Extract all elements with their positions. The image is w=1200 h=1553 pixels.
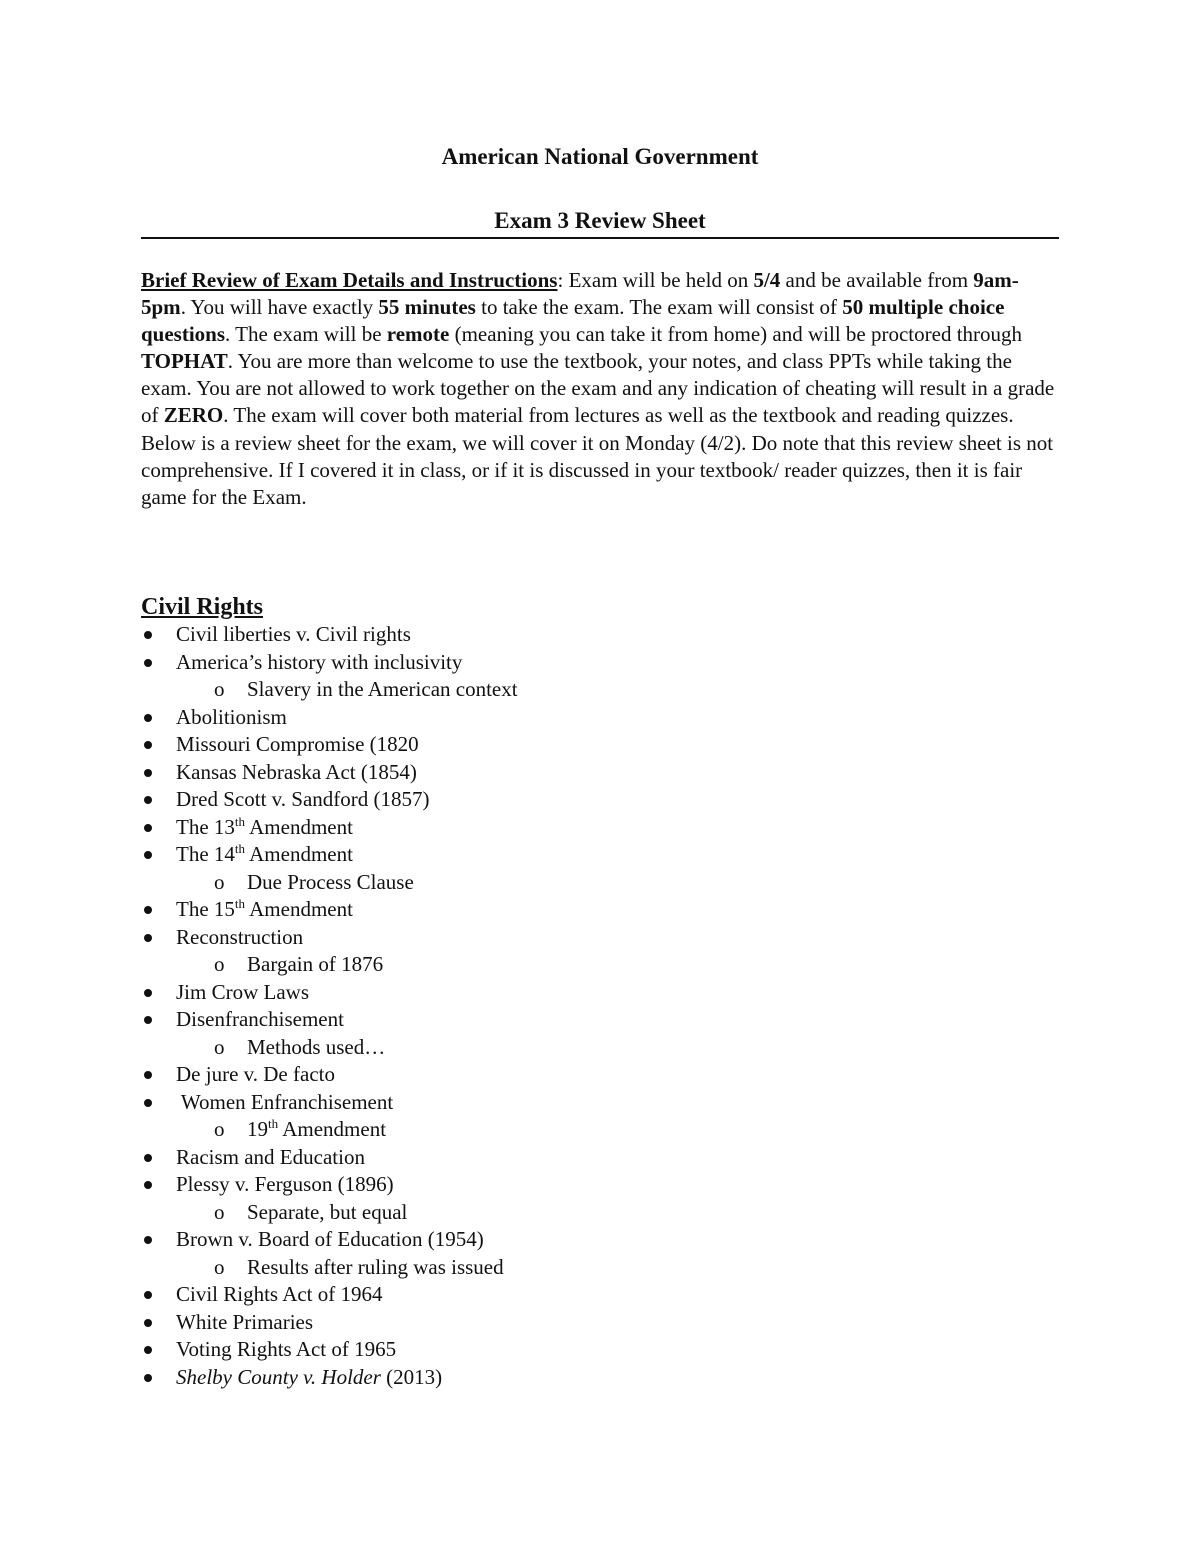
bullet-icon (144, 824, 152, 832)
exam-hours: 9am- 5pm (141, 268, 1019, 320)
bullet-icon (144, 851, 152, 859)
bullet-icon (144, 1154, 152, 1162)
course-title: American National Government (441, 144, 759, 169)
bullet-icon (144, 659, 152, 667)
list-item: The 14th Amendment (141, 841, 1059, 869)
intro-text-7: . You are more than welcome to use the textbook, your notes, and class PPTs while taking the exam. You are not allowed to work together on the exam and any indication of cheating will result in a grade of (141, 349, 1055, 428)
bullet-icon (144, 1236, 152, 1244)
exam-instructions-paragraph (141, 267, 1059, 511)
list-item: Dred Scott v. Sandford (1857) (141, 786, 1059, 814)
bullet-icon (144, 1071, 152, 1079)
sub-list-item: o Results after ruling was issued (141, 1254, 1059, 1282)
bullet-icon (144, 1099, 152, 1107)
circle-bullet-icon: o (214, 952, 225, 976)
intro-text-2: and be available from (780, 268, 974, 292)
list-item: The 13th Amendment (141, 814, 1059, 842)
bullet-icon (144, 1346, 152, 1354)
title-divider (141, 237, 1059, 239)
sub-list-item: o Methods used… (141, 1034, 1059, 1062)
bullet-icon (144, 796, 152, 804)
sub-list-item: o Due Process Clause (141, 869, 1059, 897)
list-item: Racism and Education (141, 1144, 1059, 1172)
exam-date: 5/4 (753, 268, 781, 292)
circle-bullet-icon: o (214, 869, 225, 894)
intro-text-3: . You will have exactly (180, 295, 379, 320)
cheating-penalty: ZERO (163, 403, 224, 428)
list-item: Civil liberties v. Civil rights (141, 621, 1059, 649)
list-item: America’s history with inclusivity (141, 649, 1059, 677)
circle-bullet-icon: o (214, 1199, 225, 1224)
bullet-icon (144, 906, 152, 914)
intro-text-4: to take the exam. The exam will consist of (475, 295, 843, 320)
list-item: Disenfranchisement (141, 1006, 1059, 1034)
list-item: Civil Rights Act of 1964 (141, 1281, 1059, 1309)
circle-bullet-icon: o (214, 677, 225, 701)
sub-list-item: o Bargain of 1876 (141, 951, 1059, 979)
bullet-icon (144, 989, 152, 997)
list-item: Jim Crow Laws (141, 979, 1059, 1007)
circle-bullet-icon: o (214, 1034, 225, 1059)
intro-text-6: (meaning you can take it from home) and will be proctored through (449, 322, 1023, 347)
bullet-icon (144, 1016, 152, 1024)
list-item: Brown v. Board of Education (1954) (141, 1226, 1059, 1254)
list-item: Women Enfranchisement (141, 1089, 1059, 1117)
list-item: Abolitionism (141, 704, 1059, 732)
list-item: De jure v. De facto (141, 1061, 1059, 1089)
bullet-icon (144, 714, 152, 722)
intro-text-5: . The exam will be (225, 322, 387, 347)
bullet-icon (144, 741, 152, 749)
bullet-icon (144, 631, 152, 639)
intro-text-1: : Exam will be held on (557, 268, 754, 292)
list-item: Plessy v. Ferguson (1896) (141, 1171, 1059, 1199)
exam-platform: TOPHAT (141, 349, 228, 374)
bullet-icon (144, 1181, 152, 1189)
sheet-title: Exam 3 Review Sheet (494, 208, 706, 233)
exam-mode: remote (386, 322, 450, 347)
list-item: The 15th Amendment (141, 896, 1059, 924)
exam-duration: 55 minutes (378, 295, 476, 320)
sub-list-item: o Slavery in the American context (141, 676, 1059, 704)
bullet-icon (144, 934, 152, 942)
bullet-icon (144, 1374, 152, 1382)
exam-question-count: 50 multiple choice questions (141, 295, 1005, 347)
sub-list-item: o 19th Amendment (141, 1116, 1059, 1144)
circle-bullet-icon: o (214, 1117, 225, 1141)
list-item: Shelby County v. Holder (2013) (141, 1364, 1059, 1392)
list-item: Reconstruction (141, 924, 1059, 952)
topic-list (141, 621, 1059, 1391)
list-item: Missouri Compromise (1820 (141, 731, 1059, 759)
intro-text-8: . The exam will cover both material from lectures as well as the textbook and reading quizzes. Below is a review sheet for the exam, we will cover it on Monday (4/2). Do note that this review sheet is not comprehensive. If I covered it in class, or if it is discussed in your textbook/ reader quizzes, then it is fair game for the Exam. (141, 403, 1054, 509)
list-item: White Primaries (141, 1309, 1059, 1337)
circle-bullet-icon: o (214, 1254, 225, 1279)
list-item: Voting Rights Act of 1965 (141, 1336, 1059, 1364)
bullet-icon (144, 769, 152, 777)
list-item: Kansas Nebraska Act (1854) (141, 759, 1059, 787)
sub-list-item: o Separate, but equal (141, 1199, 1059, 1227)
instructions-heading: Brief Review of Exam Details and Instructions (141, 268, 558, 292)
bullet-icon (144, 1319, 152, 1327)
bullet-icon (144, 1291, 152, 1299)
section-heading-civil-rights: Civil Rights (141, 594, 264, 620)
